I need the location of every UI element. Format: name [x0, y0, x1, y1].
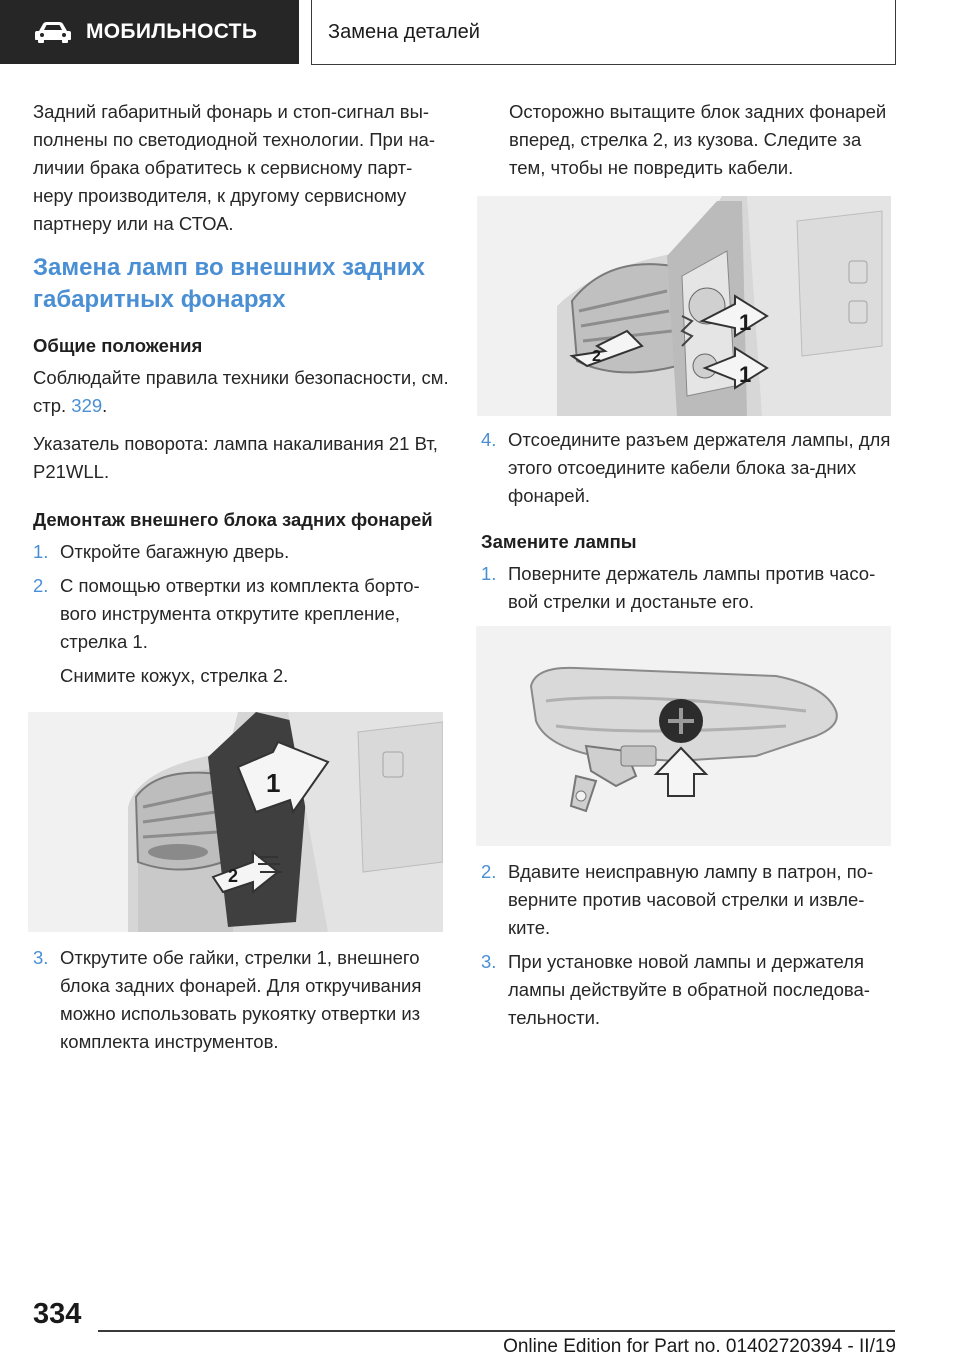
- step-number: 1.: [33, 541, 49, 562]
- step-text: Поверните держатель лампы против часо-вой стрелки и достаньте его.: [508, 563, 876, 612]
- pull-out-figure: [477, 196, 891, 416]
- callout-label: 2: [592, 348, 601, 365]
- list-item: [481, 858, 899, 942]
- safety-text: Соблюдайте правила техники безопасности, см. стр.: [33, 367, 449, 416]
- general-heading: Общие положения: [33, 335, 203, 356]
- safety-end: .: [102, 395, 108, 416]
- right-column-middle: [481, 426, 899, 622]
- right-column: [509, 98, 897, 192]
- step-number: 2.: [33, 575, 49, 596]
- step-number: 3.: [481, 951, 497, 972]
- list-item: [33, 944, 451, 1056]
- page-header: [0, 0, 960, 66]
- list-item: [33, 538, 451, 566]
- step-extra: Снимите кожух, стрелка 2.: [60, 665, 289, 686]
- pull-out-illustration: [477, 196, 891, 416]
- indicator-paragraph: Указатель поворота: лампа накаливания 21 Вт, P21WLL.: [33, 433, 438, 482]
- step-number: 4.: [481, 429, 497, 450]
- left-column: [33, 98, 451, 702]
- step-number: 1.: [481, 563, 497, 584]
- removal-illustration: [28, 712, 443, 932]
- callout-label: 1: [266, 768, 281, 798]
- careful-paragraph: Осторожно вытащите блок задних фонарей вперед, стрелка 2, из кузова. Следите за тем, чтобы не повредить кабели.: [509, 101, 887, 178]
- step-text: Открутите обе гайки, стрелки 1, внешнего блока задних фонарей. Для откручивания можно использовать рукоятку отвертки из комплекта инструментов.: [60, 947, 422, 1052]
- list-item: [481, 426, 899, 510]
- step-number: 3.: [33, 947, 49, 968]
- callout-label: 1: [739, 362, 752, 387]
- list-item: [33, 572, 451, 656]
- list-item: [481, 948, 899, 1032]
- left-column-lower: [33, 944, 451, 1062]
- car-icon: [34, 20, 72, 44]
- right-column-lower: [481, 858, 899, 1038]
- edition-text: Online Edition for Part no. 01402720394 - II/19: [503, 1336, 896, 1357]
- step-text: При установке новой лампы и держателя лампы действуйте в обратной последова-тельности.: [508, 951, 870, 1028]
- safety-paragraph: [33, 364, 451, 420]
- step-text: Отсоедините разъем держателя лампы, для этого отсоедините кабели блока за-дних фонарей.: [508, 429, 891, 506]
- step-text: Откройте багажную дверь.: [60, 541, 290, 562]
- step-text: С помощью отвертки из комплекта борто-вого инструмента открутите крепление, стрелка 1.: [60, 575, 420, 652]
- lamp-holder-illustration: [476, 626, 891, 846]
- intro-paragraph: Задний габаритный фонарь и стоп-сигнал вы-полнены по светодиодной технологии. При на-личии брака обратитесь к сервисному парт-неру производителя, к другому сервисному партнеру или на СТОА.: [33, 101, 435, 234]
- section-tab: [0, 0, 299, 64]
- safety-page-link[interactable]: 329: [71, 395, 103, 416]
- page-number: 334: [33, 1298, 82, 1330]
- section-heading: Замена ламп во внешних задних габаритных фонарях: [33, 254, 425, 313]
- chapter-box: [311, 0, 896, 65]
- footer-divider: [98, 1330, 895, 1332]
- chapter-title: Замена деталей: [328, 20, 480, 43]
- callout-label: 1: [739, 310, 752, 335]
- removal-heading: Демонтаж внешнего блока задних фонарей: [33, 509, 433, 530]
- replace-heading: Замените лампы: [481, 531, 637, 552]
- callout-label: 2: [228, 866, 239, 886]
- list-item: [481, 560, 899, 616]
- section-title: МОБИЛЬНОСТЬ: [86, 20, 258, 43]
- lamp-holder-figure: [476, 626, 891, 846]
- step-text: Вдавите неисправную лампу в патрон, по-верните против часовой стрелки и извле-ките.: [508, 861, 874, 938]
- step-number: 2.: [481, 861, 497, 882]
- removal-figure: [28, 712, 443, 932]
